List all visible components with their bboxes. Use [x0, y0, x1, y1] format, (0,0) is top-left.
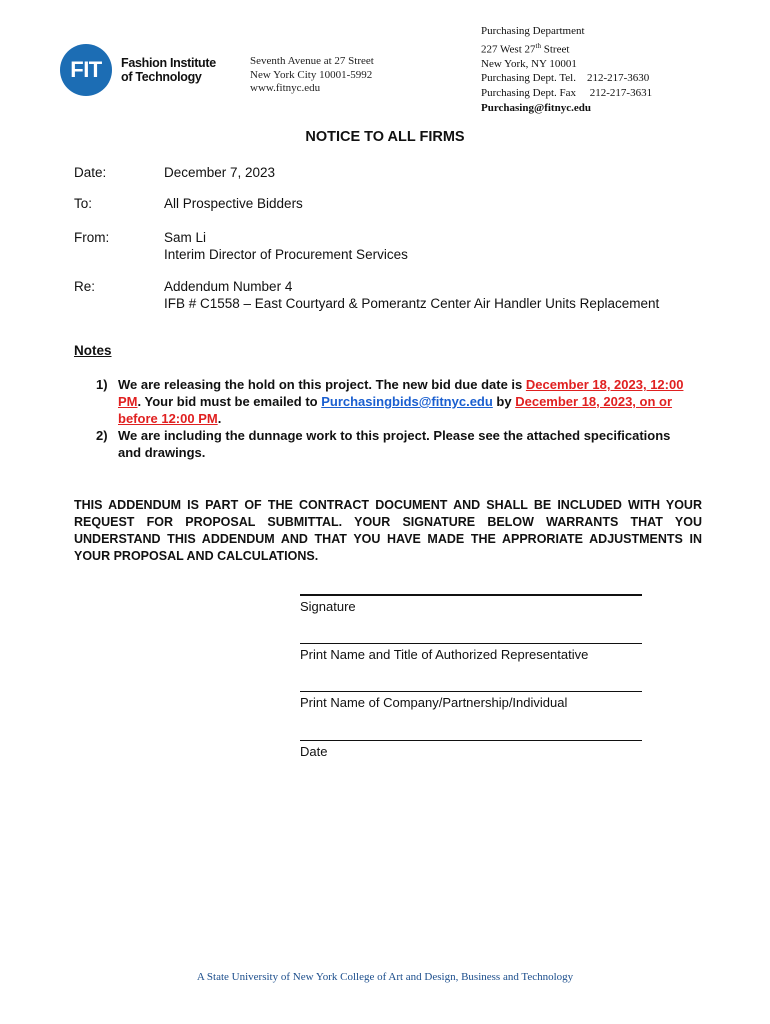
name-title-line — [300, 643, 642, 644]
fit-logo-mark: FIT — [60, 44, 112, 96]
logo-line-1: Fashion Institute — [121, 56, 216, 70]
re-line-2: IFB # C1558 – East Courtyard & Pomerantz Center Air Handler Units Replacement — [164, 296, 660, 311]
fit-logo-wordmark — [121, 56, 216, 84]
notes-heading: Notes — [74, 343, 112, 358]
date-value: December 7, 2023 — [164, 165, 276, 180]
note-text: We are including the dunnage work to this project. Please see the attached specifications and drawings. — [118, 428, 671, 460]
date-line — [300, 740, 642, 741]
company-label: Print Name of Company/Partnership/Individual — [300, 695, 568, 710]
re-label: Re: — [74, 279, 96, 294]
bids-email-link[interactable]: Purchasingbids@fitnyc.edu — [321, 394, 493, 409]
campus-website: www.fitnyc.edu — [250, 82, 321, 94]
note-number: 2) — [96, 428, 108, 443]
to-value: All Prospective Bidders — [164, 196, 303, 211]
purchasing-fax: Purchasing Dept. Fax 212-217-3631 — [481, 87, 653, 100]
company-field[interactable] — [300, 691, 642, 710]
campus-address — [250, 55, 374, 96]
note-item-1: 1) We are releasing the hold on this project. The new bid due date is December 18, 2023, 12:00 PM. Your bid must be emailed to Purchasingbids@fitnyc.edu by December 18, 2023, on or before 12:00 PM. — [96, 377, 684, 426]
signature-line — [300, 594, 642, 596]
date-field-label: Date — [300, 744, 328, 759]
name-title-label: Print Name and Title of Authorized Representative — [300, 647, 589, 662]
re-line-1: Addendum Number 4 — [164, 279, 293, 294]
purchasing-email[interactable]: Purchasing@fitnyc.edu — [481, 101, 591, 114]
campus-street: Seventh Avenue at 27 Street — [250, 55, 374, 67]
fit-logo — [60, 44, 216, 96]
new-due-date: December 18, 2023, 12:00 PM — [118, 377, 684, 409]
purchasing-tel: Purchasing Dept. Tel. 212-217-3630 — [481, 72, 650, 85]
purchasing-city: New York, NY 10001 — [481, 57, 577, 70]
signature-label: Signature — [300, 599, 356, 614]
purchasing-dept: Purchasing Department — [481, 25, 585, 37]
page-title: NOTICE TO ALL FIRMS — [305, 129, 465, 145]
logo-line-2: of Technology — [121, 70, 202, 84]
email-deadline: December 18, 2023, on or before 12:00 PM — [118, 394, 673, 426]
from-title: Interim Director of Procurement Services — [164, 247, 408, 262]
from-value — [164, 229, 408, 263]
from-name: Sam Li — [164, 230, 207, 245]
notes-list — [96, 376, 696, 461]
date-label: Date: — [74, 165, 107, 180]
to-label: To: — [74, 196, 93, 211]
footer-tagline: A State University of New York College of Art and Design, Business and Technology — [196, 971, 574, 983]
from-label: From: — [74, 230, 110, 245]
date-field[interactable] — [300, 740, 642, 759]
addendum-statement: THIS ADDENDUM IS PART OF THE CONTRACT DOCUMENT AND SHALL BE INCLUDED WITH YOUR REQUEST FOR PROPOSAL SUBMITTAL. YOUR SIGNATURE BELOW WARRANTS THAT YOU UNDERSTAND THIS ADDENDUM AND THAT YOU HAVE MADE THE APPRORIATE ADJUSTMENTS IN YOUR PROPOSAL AND CALCULATIONS. — [74, 498, 702, 563]
campus-city: New York City 10001-5992 — [250, 68, 373, 81]
name-title-field[interactable] — [300, 643, 642, 662]
signature-field[interactable] — [300, 594, 642, 614]
purchasing-street: 227 West 27th Street — [481, 41, 570, 56]
re-value — [164, 278, 659, 312]
note-number: 1) — [96, 377, 108, 392]
purchasing-address — [481, 24, 652, 115]
note-item-2 — [96, 427, 696, 461]
company-line — [300, 691, 642, 692]
